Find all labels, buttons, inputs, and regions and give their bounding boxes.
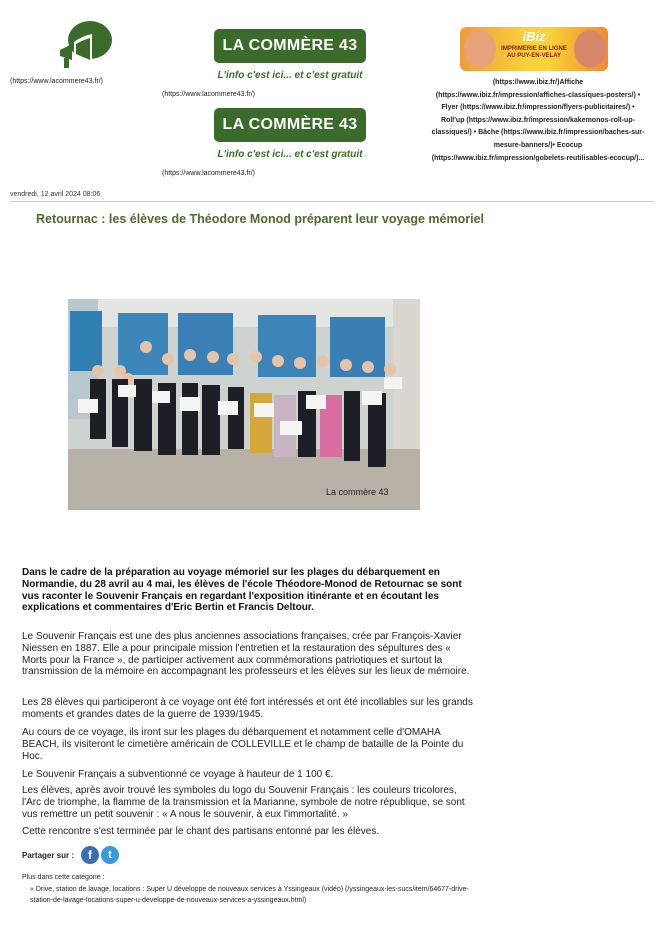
ad-logo: iBiz — [522, 29, 546, 44]
article-paragraph: Le Souvenir Français est une des plus anciennes associations françaises, crée par François-Xavier Niessen en 1887. Elle a pour principale mission l'entretien et la restauration des sépultures des « Morts pour la France », de participer activement aux commémorations patriotiques et surtout la transmission de la mémoire en accompagnant les professeurs et les élèves sur les lieux de mémoire. — [22, 631, 470, 678]
article-paragraph: Cette rencontre s'est terminée par le chant des partisans entonné par les élèves. — [22, 826, 380, 837]
brand-slogan-secondary: L'info c'est ici... et c'est gratuit — [217, 149, 363, 160]
brand-badge-secondary[interactable]: LA COMMÈRE 43 — [214, 108, 366, 142]
ibiz-ad-banner[interactable] — [460, 27, 608, 71]
article-paragraph: Les élèves, après avoir trouvé les symboles du logo du Souvenir Français : les couleurs tricolores, l'Arc de triomphe, la flamme de la transmission et la Marianne, symbole de notre république, se sont vus remettre un petit souvenir : « A nous le souvenir, à eux l'immortalité. » — [22, 785, 465, 820]
related-label: Plus dans cette catégorie : — [22, 874, 105, 881]
article-title: Retournac : les élèves de Théodore Monod préparent leur voyage mémoriel — [35, 212, 485, 226]
ad-person-image — [464, 30, 496, 68]
divider — [10, 201, 654, 202]
article-paragraph: Le Souvenir Français a subventionné ce voyage à hauteur de 1 100 €. — [22, 769, 334, 780]
ad-link[interactable]: classiques/) • Bâche (https://www.ibiz.fr/impression/baches-sur- — [431, 129, 645, 137]
megaphone-icon[interactable] — [52, 20, 116, 74]
ad-tagline: IMPRIMERIE EN LIGNE AU PUY-EN-VELAY — [501, 46, 567, 59]
ad-person-image — [574, 30, 606, 68]
article-paragraph: Les 28 élèves qui participeront à ce voyage ont été fort intéressés et ont été incollables sur les grands moments et grandes dates de la guerre de 1939/1945. — [22, 697, 473, 720]
brand-slogan: L'info c'est ici... et c'est gratuit — [217, 70, 363, 81]
article-paragraph: Au cours de ce voyage, ils iront sur les plages du débarquement et notamment celle d'OMAHA BEACH, ils visiteront le cimetière américain de COLLEVILLE et le champ de bataille de la Pointe du Hoc. — [22, 727, 464, 762]
ad-link[interactable]: Roll'up (https://www.ibiz.fr/impression/kakemonos-roll-up- — [441, 116, 635, 124]
ad-link[interactable]: Flyer (https://www.ibiz.fr/impression/flyers-publicitaires/) • — [441, 104, 635, 112]
brand-badge[interactable]: LA COMMÈRE 43 — [214, 29, 366, 63]
ad-link[interactable]: (https://www.ibiz.fr/impression/gobelets-reutilisables-ecocup/)... — [431, 154, 645, 162]
share-label: Partager sur : — [22, 851, 75, 860]
facebook-icon[interactable]: f — [81, 846, 99, 864]
ad-link[interactable]: (https://www.ibiz.fr/)Affiche — [492, 79, 584, 86]
logo-url[interactable]: (https://www.lacommere43.fr/) — [10, 78, 103, 85]
ad-links — [422, 77, 654, 165]
twitter-icon[interactable]: t — [101, 846, 119, 864]
brand-url-secondary[interactable]: (https://www.lacommere43.fr/) — [162, 170, 255, 177]
related-link[interactable]: « Drive, station de lavage, locations : Super U développe de nouveaux services à Yssingeaux (vidéo) (/yssingeaux-les-sucs/item/64677-drive-station-de-lavage-locations-super-u-developpe-de-nouveaux-services-a-yssingeaux.html) — [30, 886, 469, 904]
article-lead: Dans le cadre de la préparation au voyage mémoriel sur les plages du débarquement en Normandie, du 28 avril au 4 mai, les élèves de l'école Théodore-Monod de Retournac se sont vus raconter le Souvenir Français en regardant l'exposition itinérante et en écoutant les explications et commentaires d'Eric Bertin et Francis Deltour. — [22, 567, 462, 614]
ad-link[interactable]: mesure-banners/)• Ecocup — [493, 141, 583, 149]
article-date: vendredi, 12 avril 2024 08:06 — [10, 191, 101, 198]
photo-caption: La commère 43 — [326, 487, 389, 497]
ad-link[interactable]: (https://www.ibiz.fr/impression/affiches-classiques-posters/) • — [435, 91, 641, 99]
article-photo — [68, 299, 420, 510]
brand-url[interactable]: (https://www.lacommere43.fr/) — [162, 91, 255, 98]
